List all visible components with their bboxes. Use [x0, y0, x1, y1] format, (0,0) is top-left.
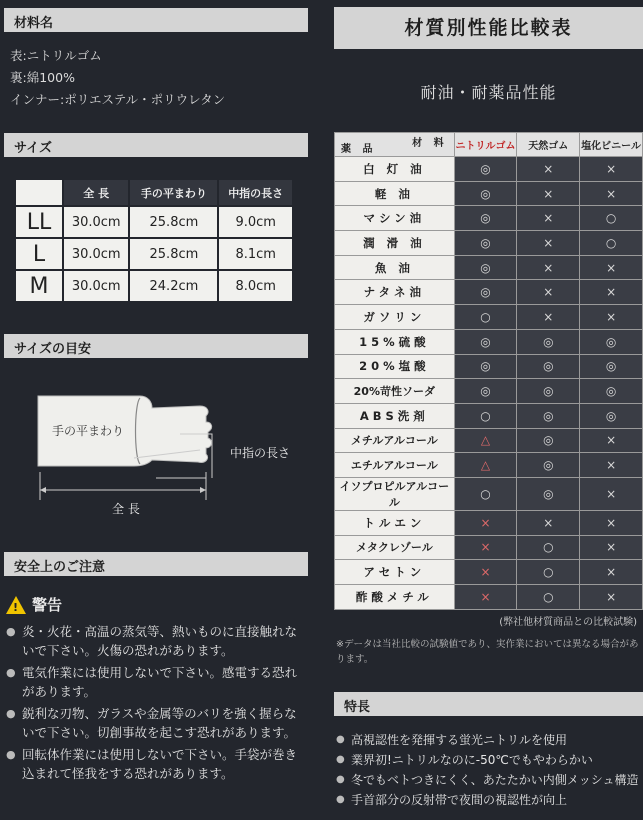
material-heading: 材料名	[4, 8, 308, 32]
chemical-name: エチルアルコール	[335, 453, 455, 478]
rating-cell: ◎	[454, 379, 517, 404]
size-guide-heading: サイズの目安	[4, 334, 308, 358]
chemical-name: マシン油	[335, 206, 455, 231]
rating-cell: ×	[580, 453, 643, 478]
rating-cell: ×	[517, 280, 580, 305]
warning-item: ● 電気作業には使用しないで下さい。感電する恐れがあります。	[6, 663, 308, 701]
comparison-row	[335, 453, 643, 478]
rating-cell: ◎	[454, 157, 517, 182]
rating-cell: ○	[517, 535, 580, 560]
size-value: 30.0cm	[63, 270, 129, 302]
comparison-body	[335, 157, 643, 610]
warning-item: ● 回転体作業には使用しないで下さい。手袋が巻き込まれて怪我をする恐れがあります。	[6, 745, 308, 783]
chemical-name: 15%硫酸	[335, 329, 455, 354]
feature-item: ● 冬でもベトつきにくく、あたたかい内側メッシュ構造	[336, 770, 643, 790]
material-line: 裏:綿100%	[10, 70, 75, 85]
comparison-title: 材質別性能比較表	[334, 7, 643, 49]
rating-cell: △	[454, 453, 517, 478]
feature-item: ● 手首部分の反射帯で夜間の視認性が向上	[336, 790, 643, 810]
rating-cell: ○	[454, 305, 517, 330]
col-nitrile: ニトリルゴム	[454, 133, 517, 157]
size-row	[15, 238, 293, 270]
rating-cell: ×	[580, 181, 643, 206]
comparison-row	[335, 280, 643, 305]
size-table	[14, 178, 294, 303]
feature-item: ● 高視認性を発揮する蛍光ニトリルを使用	[336, 730, 643, 750]
rating-cell: ×	[580, 280, 643, 305]
material-line: インナー:ポリエステル・ポリウレタン	[10, 92, 226, 107]
corner-material-label: 材 料	[412, 138, 448, 149]
rating-cell: ×	[580, 428, 643, 453]
comparison-row	[335, 560, 643, 585]
rating-cell: ◎	[517, 477, 580, 510]
rating-cell: ◎	[454, 231, 517, 256]
warning-item: ● 鋭利な刃物、ガラスや金属等のバリを強く握らないで下さい。切創事故を起こす恐れがあります。	[6, 704, 308, 742]
size-value: 8.1cm	[218, 238, 293, 270]
size-col-header: 中指の長さ	[218, 179, 293, 206]
size-table-header	[15, 179, 293, 206]
rating-cell: ◎	[580, 403, 643, 428]
rating-cell: ◎	[454, 181, 517, 206]
comparison-row	[335, 428, 643, 453]
rating-cell: ◎	[517, 403, 580, 428]
material-lines	[10, 45, 225, 111]
comparison-row	[335, 181, 643, 206]
comparison-row	[335, 585, 643, 610]
rating-cell: ◎	[517, 354, 580, 379]
comparison-row	[335, 157, 643, 182]
size-value: 25.8cm	[129, 206, 218, 238]
rating-cell: ○	[454, 477, 517, 510]
rating-cell: △	[454, 428, 517, 453]
rating-cell: ×	[580, 585, 643, 610]
warning-mark: !	[13, 601, 19, 614]
rating-cell: ○	[580, 231, 643, 256]
rating-cell: ◎	[454, 255, 517, 280]
comparison-corner	[335, 133, 455, 157]
rating-cell: ×	[454, 510, 517, 535]
features-heading: 特長	[334, 692, 643, 716]
comparison-table	[334, 132, 643, 610]
total-length-label: 全 長	[112, 502, 140, 516]
rating-cell: ◎	[580, 379, 643, 404]
glove-diagram	[30, 382, 310, 532]
col-natural-rubber: 天然ゴム	[517, 133, 580, 157]
rating-cell: ◎	[580, 354, 643, 379]
feature-item: ● 業界初!ニトリルなのに-50℃でもやわらかい	[336, 750, 643, 770]
warning-title: 警告	[32, 596, 63, 614]
rating-cell: ×	[517, 157, 580, 182]
chemical-name: ABS洗剤	[335, 403, 455, 428]
rating-cell: ×	[517, 181, 580, 206]
chemical-name: 魚 油	[335, 255, 455, 280]
chemical-name: アセトン	[335, 560, 455, 585]
comparison-row	[335, 231, 643, 256]
size-label: M	[15, 270, 63, 302]
rating-cell: ×	[580, 255, 643, 280]
rating-cell: ○	[580, 206, 643, 231]
rating-cell: ×	[454, 560, 517, 585]
comparison-row	[335, 305, 643, 330]
right-column	[334, 0, 643, 820]
rating-cell: ◎	[454, 206, 517, 231]
rating-cell: ×	[580, 535, 643, 560]
comparison-row	[335, 510, 643, 535]
comparison-row	[335, 403, 643, 428]
comparison-row	[335, 477, 643, 510]
rating-cell: ×	[517, 305, 580, 330]
rating-cell: ○	[517, 585, 580, 610]
chemical-name: ガソリン	[335, 305, 455, 330]
size-value: 24.2cm	[129, 270, 218, 302]
rating-cell: ◎	[454, 354, 517, 379]
size-value: 25.8cm	[129, 238, 218, 270]
comparison-row	[335, 379, 643, 404]
rating-cell: ○	[454, 403, 517, 428]
warning-item: ● 炎・火花・高温の蒸気等、熱いものに直接触れないで下さい。火傷の恐れがあります。	[6, 622, 308, 660]
chemical-name: 20%苛性ソーダ	[335, 379, 455, 404]
comparison-row	[335, 535, 643, 560]
chemical-name: ナタネ油	[335, 280, 455, 305]
material-line: 表:ニトリルゴム	[10, 48, 102, 63]
rating-cell: ◎	[517, 453, 580, 478]
comparison-header	[335, 133, 643, 157]
rating-cell: ×	[580, 477, 643, 510]
chemical-name: 軽 油	[335, 181, 455, 206]
palm-circumference-label: 手の平まわり	[52, 424, 125, 438]
rating-cell: ×	[580, 157, 643, 182]
corner-chemical-label: 薬 品	[341, 144, 377, 155]
comparison-subtitle: 耐油・耐薬品性能	[420, 83, 557, 102]
comparison-note: (弊社他材質商品との比較試験)	[499, 617, 637, 628]
rating-cell: ◎	[454, 280, 517, 305]
comparison-row	[335, 255, 643, 280]
warning-list	[6, 622, 308, 786]
rating-cell: ◎	[454, 329, 517, 354]
chemical-name: 白 灯 油	[335, 157, 455, 182]
rating-cell: ×	[454, 535, 517, 560]
size-col-header: 手の平まわり	[129, 179, 218, 206]
size-value: 8.0cm	[218, 270, 293, 302]
rating-cell: ◎	[517, 329, 580, 354]
chemical-name: イソプロピルアルコール	[335, 477, 455, 510]
chemical-name: メチルアルコール	[335, 428, 455, 453]
rating-cell: ×	[517, 206, 580, 231]
rating-cell: ×	[580, 510, 643, 535]
rating-cell: ○	[517, 560, 580, 585]
safety-heading: 安全上のご注意	[4, 552, 308, 576]
chemical-name: 酢酸メチル	[335, 585, 455, 610]
size-label: LL	[15, 206, 63, 238]
size-col-header: 全 長	[63, 179, 129, 206]
size-row	[15, 270, 293, 302]
size-row	[15, 206, 293, 238]
size-heading: サイズ	[4, 133, 308, 157]
middle-finger-length-label: 中指の長さ	[230, 446, 291, 460]
chemical-name: トルエン	[335, 510, 455, 535]
size-value: 30.0cm	[63, 206, 129, 238]
chemical-name: 20%塩酸	[335, 354, 455, 379]
comparison-row	[335, 329, 643, 354]
features-list	[336, 730, 643, 810]
size-table-corner	[15, 179, 63, 206]
rating-cell: ◎	[517, 379, 580, 404]
rating-cell: ◎	[580, 329, 643, 354]
rating-cell: ×	[517, 510, 580, 535]
chemical-name: メタクレゾール	[335, 535, 455, 560]
comparison-row	[335, 206, 643, 231]
chemical-name: 潤 滑 油	[335, 231, 455, 256]
size-value: 30.0cm	[63, 238, 129, 270]
rating-cell: ×	[580, 560, 643, 585]
rating-cell: ×	[580, 305, 643, 330]
left-column	[0, 0, 312, 820]
size-value: 9.0cm	[218, 206, 293, 238]
rating-cell: ◎	[517, 428, 580, 453]
size-label: L	[15, 238, 63, 270]
rating-cell: ×	[454, 585, 517, 610]
comparison-row	[335, 354, 643, 379]
col-pvc: 塩化ビニール	[580, 133, 643, 157]
rating-cell: ×	[517, 231, 580, 256]
data-disclaimer: ※データは当社比較の試験値であり、実作業においては異なる場合があります。	[336, 639, 639, 665]
rating-cell: ×	[517, 255, 580, 280]
